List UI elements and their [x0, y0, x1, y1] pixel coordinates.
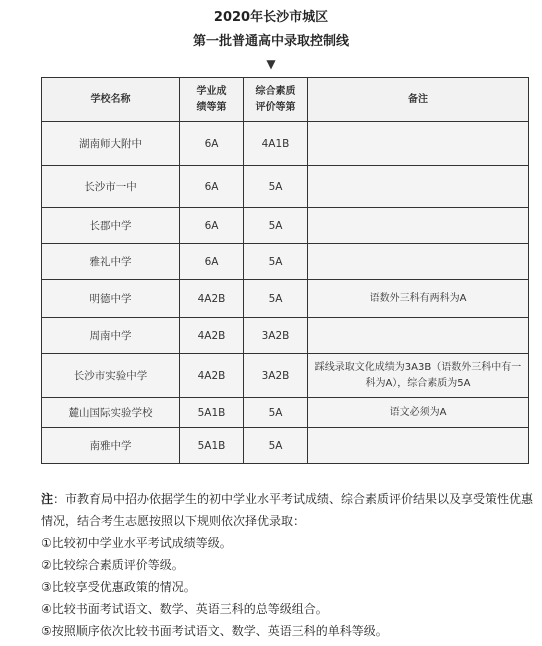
header-school-name: 学校名称	[42, 78, 180, 122]
table-row	[42, 166, 529, 208]
cell-academic-grade: 5A1B	[180, 398, 244, 428]
header-quality-grade: 综合素质 评价等第	[244, 78, 308, 122]
cell-remarks	[308, 208, 529, 244]
cell-remarks	[308, 318, 529, 354]
cell-quality-grade: 5A	[244, 244, 308, 280]
cell-academic-grade: 6A	[180, 208, 244, 244]
notes-intro	[41, 488, 541, 532]
admission-table	[41, 77, 529, 464]
table-row	[42, 398, 529, 428]
cell-remarks	[308, 244, 529, 280]
cell-quality-grade: 5A	[244, 398, 308, 428]
cell-remarks: 语数外三科有两科为A	[308, 280, 529, 318]
down-arrow-icon: ▼	[266, 57, 276, 71]
cell-quality-grade: 5A	[244, 428, 308, 464]
cell-remarks	[308, 122, 529, 166]
notes-item: ③比较享受优惠政策的情况。	[41, 580, 196, 594]
cell-school: 麓山国际实验学校	[42, 398, 180, 428]
cell-academic-grade: 6A	[180, 122, 244, 166]
cell-quality-grade: 4A1B	[244, 122, 308, 166]
cell-school: 南雅中学	[42, 428, 180, 464]
cell-academic-grade: 4A2B	[180, 354, 244, 398]
notes-list	[41, 532, 541, 642]
notes-lead: 注	[41, 492, 54, 506]
cell-remarks	[308, 166, 529, 208]
cell-academic-grade: 4A2B	[180, 318, 244, 354]
cell-school: 明德中学	[42, 280, 180, 318]
header-remarks: 备注	[308, 78, 529, 122]
table-row	[42, 208, 529, 244]
table-row	[42, 280, 529, 318]
cell-remarks: 踩线录取文化成绩为3A3B（语数外三科中有一科为A），综合素质为5A	[308, 354, 529, 398]
notes-item: ②比较综合素质评价等级。	[41, 558, 184, 572]
table-row	[42, 244, 529, 280]
cell-school: 长郡中学	[42, 208, 180, 244]
notes-item: ①比较初中学业水平考试成绩等级。	[41, 536, 232, 550]
notes-item: ⑤按照顺序依次比较书面考试语文、数学、英语三科的单科等级。	[41, 624, 388, 638]
cell-school: 长沙市一中	[42, 166, 180, 208]
table-row	[42, 354, 529, 398]
table-row	[42, 428, 529, 464]
cell-academic-grade: 6A	[180, 166, 244, 208]
cell-academic-grade: 5A1B	[180, 428, 244, 464]
cell-quality-grade: 5A	[244, 208, 308, 244]
cell-quality-grade: 5A	[244, 280, 308, 318]
notes-intro-text: ：市教育局中招办依据学生的初中学业水平考试成绩、综合素质评价结果以及享受策性优惠情况，结合考生志愿按照以下规则依次择优录取：	[41, 492, 534, 528]
cell-remarks: 语文必须为A	[308, 398, 529, 428]
table-row	[42, 318, 529, 354]
header-academic-grade: 学业成 绩等第	[180, 78, 244, 122]
table-row	[42, 122, 529, 166]
cell-quality-grade: 3A2B	[244, 354, 308, 398]
cell-academic-grade: 4A2B	[180, 280, 244, 318]
cell-school: 雅礼中学	[42, 244, 180, 280]
table-header-row	[42, 78, 529, 122]
notes-item: ④比较书面考试语文、数学、英语三科的总等级组合。	[41, 602, 328, 616]
cell-remarks	[308, 428, 529, 464]
title-year-district: 2020年长沙市城区	[213, 10, 329, 25]
cell-school: 周南中学	[42, 318, 180, 354]
cell-school: 湖南师大附中	[42, 122, 180, 166]
notes-section	[41, 488, 541, 642]
cell-quality-grade: 5A	[244, 166, 308, 208]
cell-school: 长沙市实验中学	[42, 354, 180, 398]
cell-academic-grade: 6A	[180, 244, 244, 280]
cell-quality-grade: 3A2B	[244, 318, 308, 354]
title-control-line: 第一批普通高中录取控制线	[192, 34, 349, 49]
